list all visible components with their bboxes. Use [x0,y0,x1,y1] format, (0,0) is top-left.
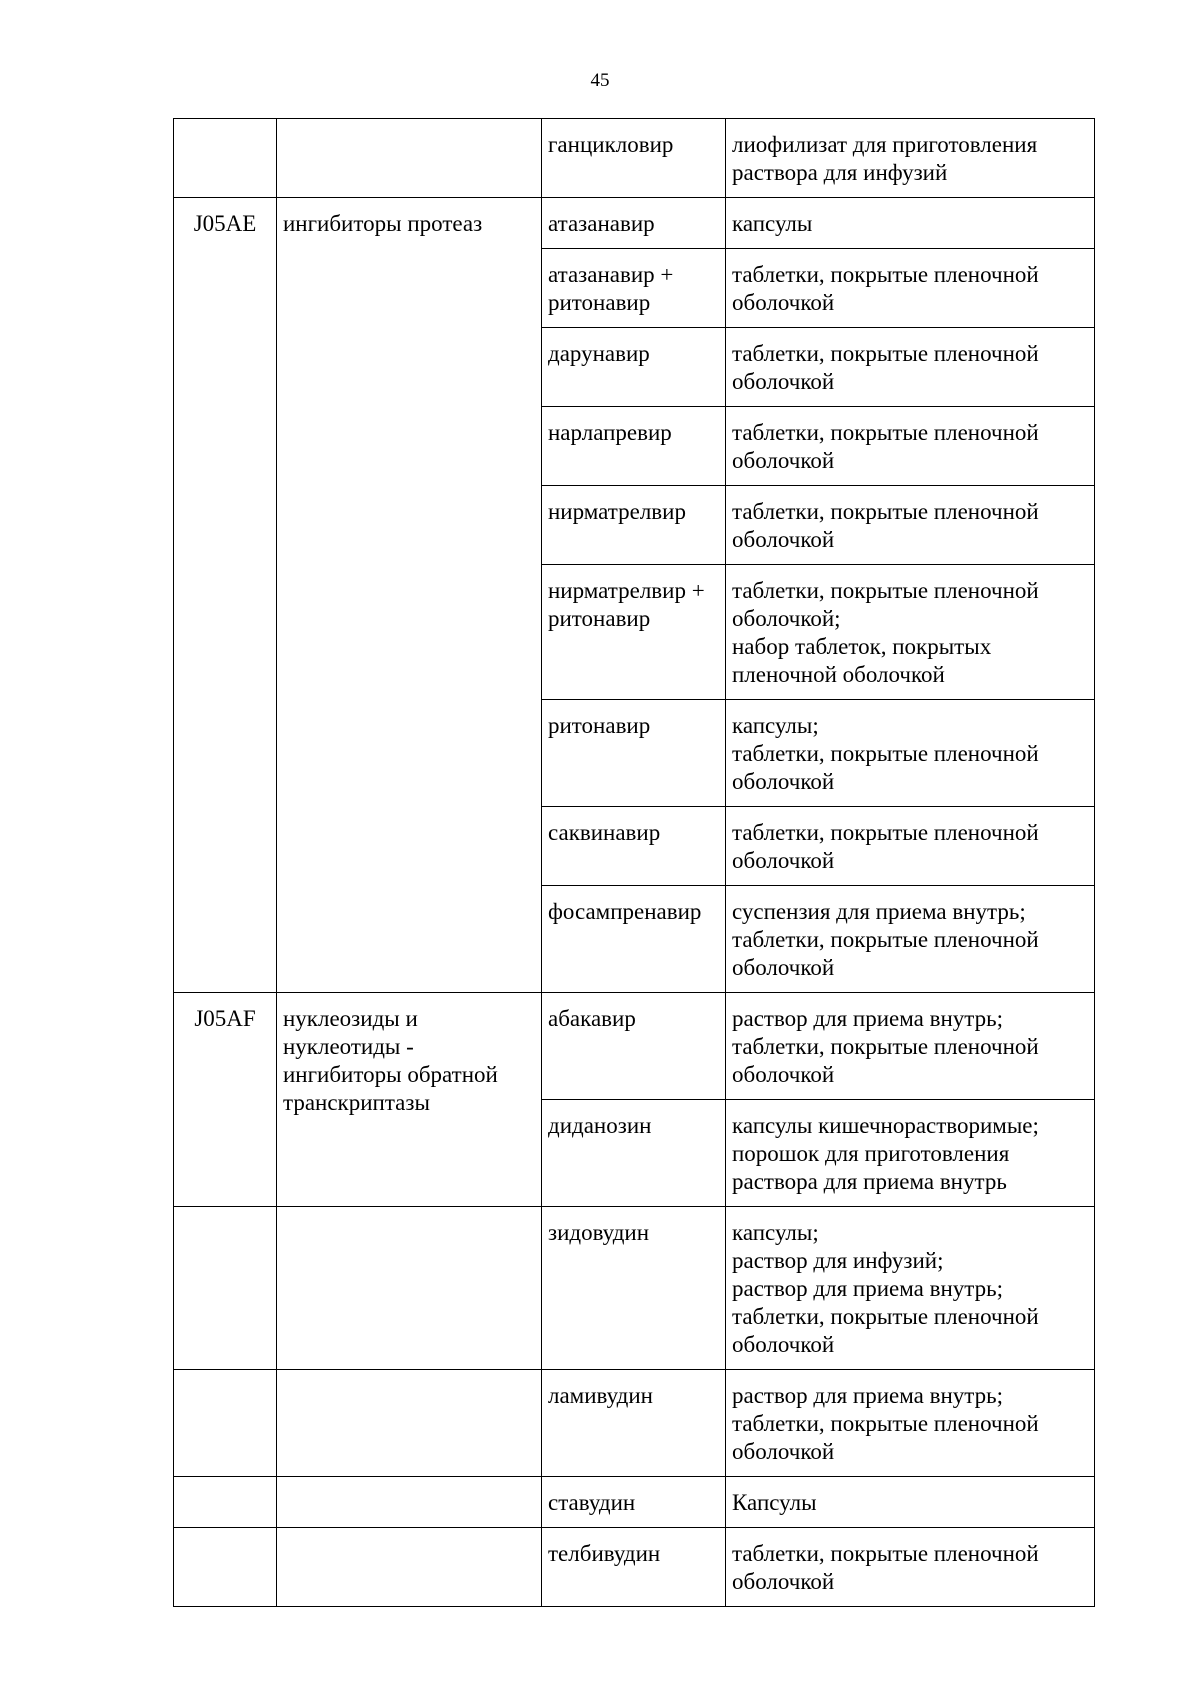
dosage-form-line: таблетки, покрытые пленочной оболочкой [732,741,1039,794]
atc-code-cell [174,1528,277,1607]
dosage-form-cell [726,565,1095,700]
dosage-form-line: капсулы кишечнорастворимые; [732,1113,1039,1138]
drug-cell: абакавир [542,993,726,1100]
drug-cell: нирматрелвир + ритонавир [542,565,726,700]
group-cell [277,119,542,198]
dosage-form-cell [726,993,1095,1100]
dosage-form-cell [726,700,1095,807]
dosage-form-line: Капсулы [732,1490,817,1515]
dosage-form-cell [726,1477,1095,1528]
dosage-form-cell [726,249,1095,328]
dosage-form-cell [726,328,1095,407]
drug-cell: фосампренавир [542,886,726,993]
table-row [174,1370,1095,1477]
dosage-form-cell [726,198,1095,249]
group-cell [277,1477,542,1528]
dosage-form-line: капсулы [732,211,813,236]
dosage-form-cell [726,1100,1095,1207]
dosage-form-cell [726,486,1095,565]
group-cell [277,1528,542,1607]
drug-cell: диданозин [542,1100,726,1207]
drug-cell: зидовудин [542,1207,726,1370]
dosage-form-cell [726,886,1095,993]
table-row [174,1528,1095,1607]
dosage-form-line: таблетки, покрытые пленочной оболочкой [732,1411,1039,1464]
dosage-form-line: таблетки, покрытые пленочной оболочкой [732,1034,1039,1087]
atc-code-cell [174,119,277,198]
dosage-form-line: таблетки, покрытые пленочной оболочкой [732,341,1039,394]
dosage-form-line: таблетки, покрытые пленочной оболочкой [732,1541,1039,1594]
drug-table [173,118,1095,1607]
drug-cell: нирматрелвир [542,486,726,565]
drug-cell: ганцикловир [542,119,726,198]
dosage-form-line: таблетки, покрытые пленочной оболочкой [732,820,1039,873]
atc-code-cell: J05AE [174,198,277,993]
dosage-form-line: лиофилизат для приготовления раствора для инфузий [732,132,1038,185]
page-number: 45 [590,70,610,91]
drug-cell: ставудин [542,1477,726,1528]
atc-code-cell [174,1207,277,1370]
group-cell [277,1370,542,1477]
dosage-form-line: капсулы; [732,1220,819,1245]
drug-cell: ламивудин [542,1370,726,1477]
drug-cell: атазанавир [542,198,726,249]
dosage-form-cell [726,807,1095,886]
dosage-form-line: порошок для приготовления раствора для приема внутрь [732,1141,1010,1194]
drug-cell: телбивудин [542,1528,726,1607]
drug-cell: нарлапревир [542,407,726,486]
group-cell: ингибиторы протеаз [277,198,542,993]
dosage-form-cell [726,1207,1095,1370]
atc-code-cell [174,1370,277,1477]
atc-code-cell: J05AF [174,993,277,1207]
table-row [174,993,1095,1100]
table-row [174,1207,1095,1370]
drug-cell: ритонавир [542,700,726,807]
dosage-form-line: капсулы; [732,713,819,738]
table-row [174,198,1095,249]
dosage-form-line: таблетки, покрытые пленочной оболочкой; [732,578,1039,631]
drug-cell: саквинавир [542,807,726,886]
dosage-form-cell [726,407,1095,486]
table-row [174,1477,1095,1528]
group-cell [277,1207,542,1370]
dosage-form-line: таблетки, покрытые пленочной оболочкой [732,927,1039,980]
drug-cell: дарунавир [542,328,726,407]
dosage-form-cell [726,1370,1095,1477]
dosage-form-line: таблетки, покрытые пленочной оболочкой [732,420,1039,473]
dosage-form-line: раствор для приема внутрь; [732,1276,1003,1301]
table-row [174,119,1095,198]
dosage-form-line: таблетки, покрытые пленочной оболочкой [732,1304,1039,1357]
dosage-form-line: таблетки, покрытые пленочной оболочкой [732,262,1039,315]
dosage-form-line: суспензия для приема внутрь; [732,899,1026,924]
dosage-form-line: раствор для инфузий; [732,1248,944,1273]
dosage-form-line: раствор для приема внутрь; [732,1006,1003,1031]
dosage-form-line: таблетки, покрытые пленочной оболочкой [732,499,1039,552]
group-cell: нуклеозиды и нуклеотиды - ингибиторы обратной транскриптазы [277,993,542,1207]
dosage-form-cell [726,119,1095,198]
drug-cell: атазанавир + ритонавир [542,249,726,328]
dosage-form-line: набор таблеток, покрытых пленочной оболочкой [732,634,992,687]
atc-code-cell [174,1477,277,1528]
dosage-form-line: раствор для приема внутрь; [732,1383,1003,1408]
dosage-form-cell [726,1528,1095,1607]
